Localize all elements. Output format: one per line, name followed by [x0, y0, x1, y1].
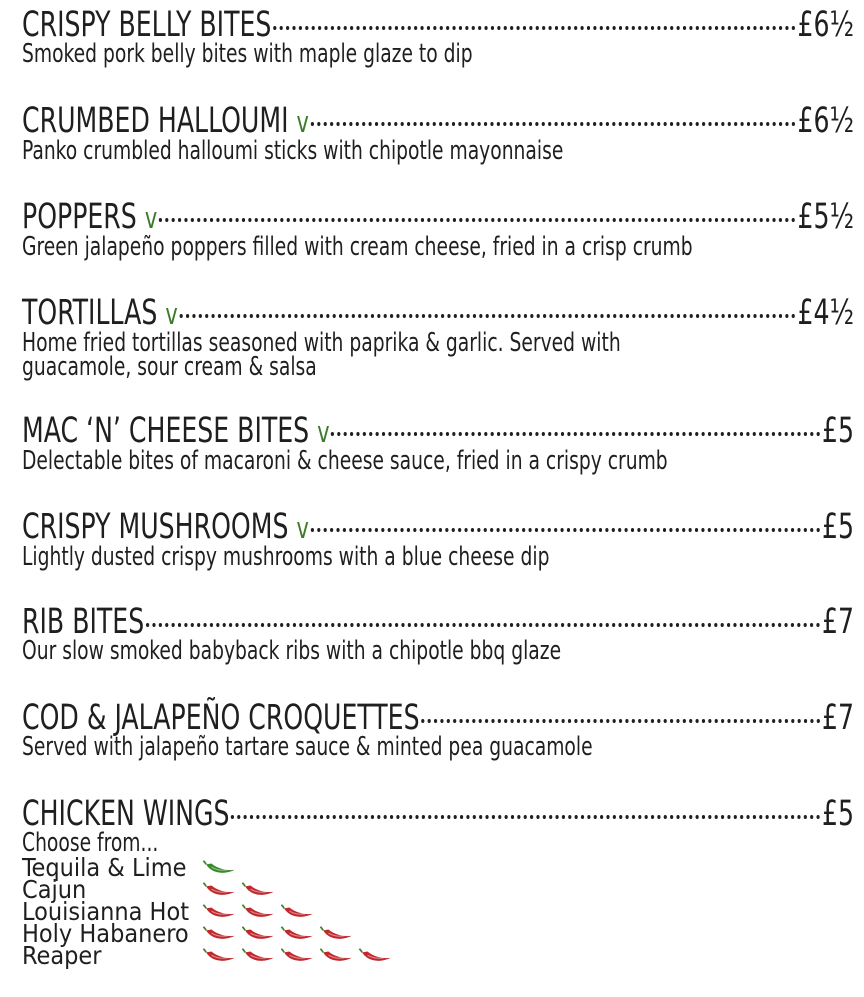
item-name: CRUMBED HALLOUMI — [22, 101, 289, 141]
wing-flavour-list — [22, 853, 854, 970]
menu-item-chicken-wings — [22, 794, 854, 970]
menu-item — [22, 197, 854, 262]
heat-rating — [202, 925, 356, 943]
item-price: £4½ — [797, 293, 854, 333]
dot-leader — [310, 528, 820, 532]
chilli-pepper-icon — [202, 947, 239, 965]
dot-leader — [159, 218, 796, 222]
dot-leader — [331, 432, 820, 436]
item-name: CHICKEN WINGS — [22, 794, 230, 834]
chilli-pepper-icon — [202, 903, 239, 921]
wing-flavour-name: Holy Habanero — [22, 919, 189, 948]
dot-leader — [310, 122, 795, 126]
chilli-pepper-icon — [319, 925, 356, 943]
item-price: £5 — [821, 411, 854, 451]
vegetarian-mark: v — [144, 201, 158, 235]
vegetarian-mark: v — [317, 415, 330, 449]
menu-item — [22, 5, 854, 69]
chilli-pepper-icon — [280, 925, 317, 943]
vegetarian-mark: v — [165, 297, 178, 331]
wing-flavour — [22, 919, 854, 948]
chilli-pepper-icon — [202, 859, 239, 877]
chilli-pepper-icon — [241, 881, 278, 899]
menu-item — [22, 507, 854, 572]
dot-leader — [273, 26, 796, 30]
item-description: Lightly dusted crispy mushrooms with a blue cheese dip — [22, 542, 550, 572]
heat-rating — [202, 881, 278, 899]
item-name: RIB BITES — [22, 602, 145, 642]
dot-leader — [146, 623, 821, 627]
item-description: Smoked pork belly bites with maple glaze to dip — [22, 39, 473, 69]
wing-flavour-name: Louisianna Hot — [22, 897, 190, 926]
item-price: £5 — [821, 507, 854, 547]
item-description: Choose from... — [22, 828, 159, 858]
menu-item — [22, 698, 854, 762]
chilli-pepper-icon — [202, 881, 239, 899]
item-price: £5 — [821, 794, 854, 834]
item-description: Our slow smoked babyback ribs with a chipotle bbq glaze — [22, 636, 562, 666]
menu-item — [22, 411, 854, 476]
dot-leader — [421, 719, 820, 723]
item-name: CRISPY BELLY BITES — [22, 5, 272, 45]
item-price: £7 — [821, 698, 854, 738]
heat-rating — [202, 947, 395, 965]
item-price: £6½ — [797, 101, 854, 141]
vegetarian-mark: v — [296, 511, 309, 545]
chilli-pepper-icon — [202, 925, 239, 943]
item-name: COD & JALAPEÑO CROQUETTES — [22, 698, 420, 738]
item-price: £7 — [821, 602, 854, 642]
wing-flavour — [22, 941, 854, 970]
item-name: POPPERS — [22, 197, 137, 237]
menu-item — [22, 101, 854, 166]
item-price: £6½ — [797, 5, 854, 45]
chilli-pepper-icon — [241, 925, 278, 943]
dot-leader — [231, 815, 820, 819]
item-name: MAC ‘N’ CHEESE BITES — [22, 411, 310, 451]
dot-leader — [179, 314, 796, 318]
item-name: CRISPY MUSHROOMS — [22, 507, 289, 547]
chilli-pepper-icon — [358, 947, 395, 965]
item-description: Home fried tortillas seasoned with paprika & garlic. Served with guacamole, sour cream & salsa — [22, 328, 621, 382]
chilli-pepper-icon — [319, 947, 356, 965]
menu-item — [22, 602, 854, 666]
item-description: Green jalapeño poppers filled with cream cheese, fried in a crisp crumb — [22, 232, 693, 262]
heat-rating — [202, 859, 239, 877]
chilli-pepper-icon — [241, 903, 278, 921]
item-name: TORTILLAS — [22, 293, 158, 333]
chilli-pepper-icon — [241, 947, 278, 965]
item-description: Panko crumbled halloumi sticks with chipotle mayonnaise — [22, 136, 564, 166]
vegetarian-mark: v — [296, 105, 309, 139]
item-description: Delectable bites of macaroni & cheese sauce, fried in a crispy crumb — [22, 446, 668, 476]
wing-flavour-name: Reaper — [22, 941, 102, 970]
wing-flavour-name: Cajun — [22, 875, 87, 904]
wing-flavour-name: Tequila & Lime — [22, 853, 187, 882]
chilli-pepper-icon — [280, 947, 317, 965]
menu-item — [22, 293, 854, 382]
chilli-pepper-icon — [280, 903, 317, 921]
wing-flavour — [22, 853, 854, 882]
heat-rating — [202, 903, 317, 921]
item-price: £5½ — [797, 197, 854, 237]
item-description: Served with jalapeño tartare sauce & minted pea guacamole — [22, 732, 593, 762]
